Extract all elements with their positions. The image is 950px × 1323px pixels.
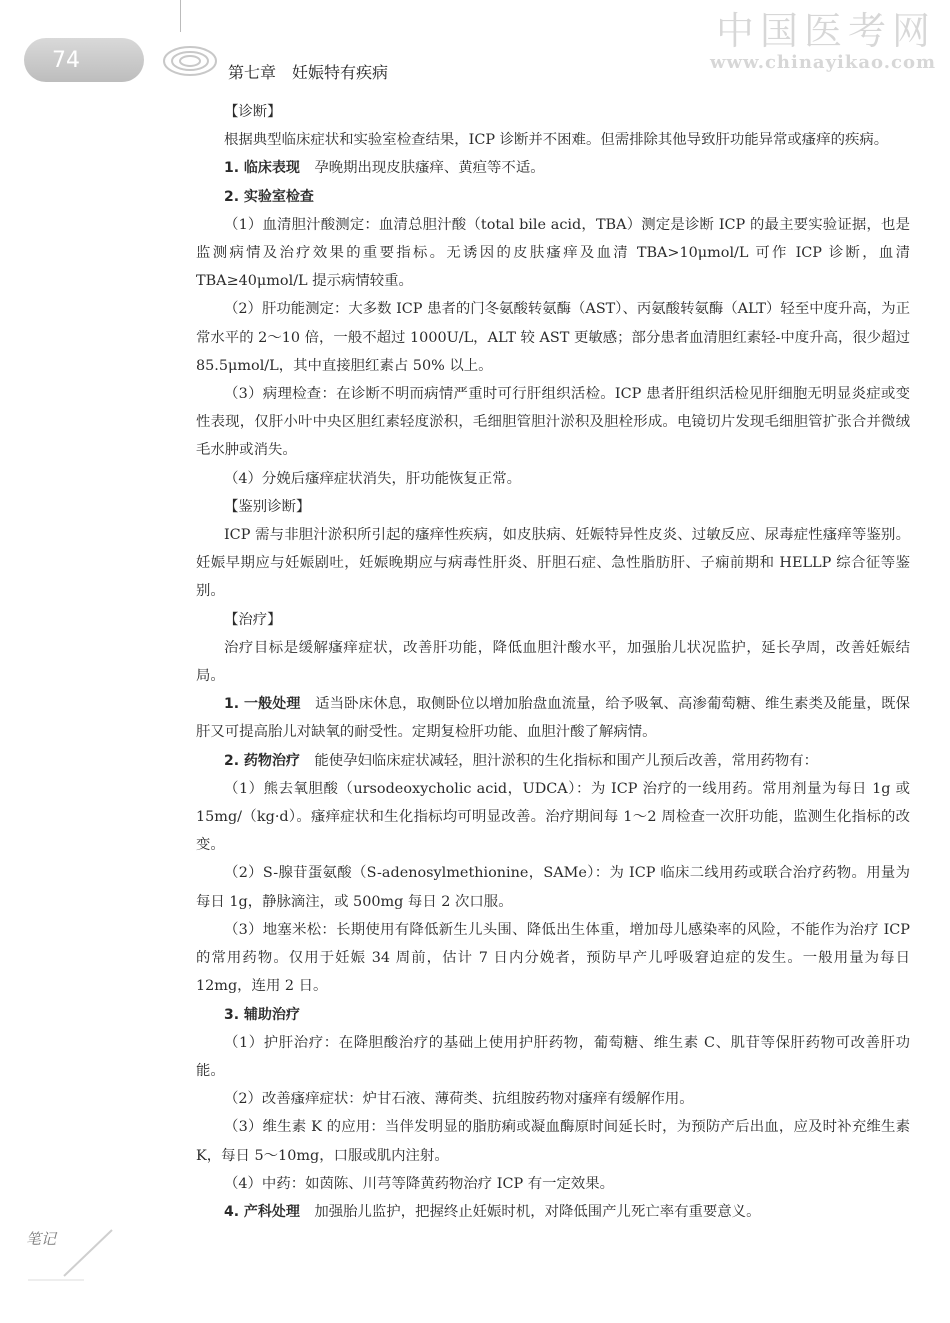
paragraph-text: （2）S-腺苷蛋氨酸（S-adenosylmethionine，SAMe）：为 ICP 临床二线用药或联合治疗药物。用量为每日 1g，静脉滴注，或 500mg 每日 2 次口服。 bbox=[196, 865, 910, 910]
paragraph-text: （1）熊去氧胆酸（ursodeoxycholic acid，UDCA）：为 ICP 治疗的一线用药。常用剂量为每日 1g 或 15mg/（kg·d）。瘙痒症状和生化指标均可明显改善。治疗期间每 1～2 周检查一次肝功能，监测生化指标的改变。 bbox=[196, 780, 910, 854]
paragraph-text: （3）维生素 K 的应用：当伴发明显的脂肪痢或凝血酶原时间延长时，为预防产后出血，应及时补充维生素 K，每日 5～10mg，口服或肌内注射。 bbox=[196, 1119, 910, 1164]
swirl-logo-icon bbox=[160, 36, 220, 86]
section-heading bbox=[196, 98, 910, 126]
section-heading bbox=[196, 493, 910, 521]
page-number-tab bbox=[24, 38, 144, 82]
paragraph-text: 【诊断】 bbox=[224, 104, 282, 120]
paragraph bbox=[196, 295, 910, 380]
paragraph-text: （4）分娩后瘙痒症状消失，肝功能恢复正常。 bbox=[224, 470, 521, 487]
paragraph-text: （2）改善瘙痒症状：炉甘石液、薄荷类、抗组胺药物对瘙痒有缓解作用。 bbox=[224, 1091, 694, 1108]
subsection-heading: 3. 辅助治疗 bbox=[224, 1006, 300, 1023]
paragraph bbox=[196, 126, 910, 154]
paragraph-text: 能使孕妇临床症状减轻，胆汁淤积的生化指标和围产儿预后改善，常用药物有： bbox=[314, 752, 819, 769]
chapter-title: 第七章 妊娠特有疾病 bbox=[228, 63, 389, 82]
paragraph bbox=[196, 1113, 910, 1169]
section-heading bbox=[196, 606, 910, 634]
paragraph bbox=[196, 916, 910, 1001]
paragraph bbox=[196, 859, 910, 915]
subsection-heading: 2. 实验室检查 bbox=[224, 188, 314, 205]
paragraph-text: （4）中药：如茵陈、川芎等降黄药物治疗 ICP 有一定效果。 bbox=[224, 1175, 615, 1192]
paragraph bbox=[196, 380, 910, 465]
paragraph-text: 【治疗】 bbox=[224, 611, 282, 628]
paragraph-text: （1）血清胆汁酸测定：血清总胆汁酸（total bile acid，TBA）测定是诊断 ICP 的最主要实验证据，也是监测病情及治疗效果的重要指标。无诱因的皮肤瘙痒及血清 TBA>10μmol/L 可作 ICP 诊断，血清 TBA≥40μmol/L 提示病情较重。 bbox=[196, 216, 910, 290]
subsection bbox=[196, 747, 910, 775]
subsection bbox=[196, 1001, 910, 1029]
top-rule bbox=[180, 0, 181, 32]
watermark-cn: 中国医考网 bbox=[715, 9, 936, 53]
subsection bbox=[196, 154, 910, 182]
paragraph-text: 加强胎儿监护，把握终止妊娠时机，对降低围产儿死亡率有重要意义。 bbox=[314, 1203, 761, 1220]
paragraph bbox=[196, 211, 910, 296]
paragraph bbox=[196, 521, 910, 606]
watermark bbox=[710, 10, 936, 73]
paragraph bbox=[196, 634, 910, 690]
page-body bbox=[196, 98, 910, 1226]
margin-note: 笔记 bbox=[26, 1230, 57, 1248]
paragraph-text: （2）肝功能测定：大多数 ICP 患者的门冬氨酸转氨酶（AST）、丙氨酸转氨酶（ALT）轻至中度升高，为正常水平的 2～10 倍，一般不超过 1000U/L，ALT 较 AST 更敏感；部分患者血清胆红素轻-中度升高，很少超过 85.5μmol/L，其中直接胆红素占 50% 以上。 bbox=[196, 301, 910, 374]
subsection-heading: 2. 药物治疗 bbox=[224, 752, 300, 769]
subsection bbox=[196, 1198, 910, 1226]
paragraph-text: 治疗目标是缓解瘙痒症状，改善肝功能，降低血胆汁酸水平，加强胎儿状况监护，延长孕周，改善妊娠结局。 bbox=[196, 639, 910, 685]
paragraph-text: （3）病理检查：在诊断不明而病情严重时可行肝组织活检。ICP 患者肝组织活检见肝细胞无明显炎症或变性表现，仅肝小叶中央区胆红素轻度淤积，毛细胆管胆汁淤积及胆栓形成。电镜切片发现毛细胆管扩张合并微绒毛水肿或消失。 bbox=[196, 386, 910, 459]
paragraph bbox=[196, 465, 910, 493]
subsection-heading: 1. 一般处理 bbox=[224, 696, 301, 713]
subsection bbox=[196, 690, 910, 746]
paragraph-text: （3）地塞米松：长期使用有降低新生儿头围、降低出生体重，增加母儿感染率的风险，不能作为治疗 ICP 的常用药物。仅用于妊娠 34 周前，估计 7 日内分娩者，预防早产儿呼吸窘迫症的发生。一般用量为每日 12mg，连用 2 日。 bbox=[196, 921, 910, 995]
paragraph-text: 适当卧床休息，取侧卧位以增加胎盘血流量，给予吸氧、高渗葡萄糖、维生素类及能量，既保肝又可提高胎儿对缺氧的耐受性。定期复检肝功能、血胆汁酸了解病情。 bbox=[196, 696, 910, 741]
paragraph bbox=[196, 1085, 910, 1113]
paragraph bbox=[196, 1170, 910, 1198]
page-number: 74 bbox=[52, 48, 80, 73]
paragraph bbox=[196, 775, 910, 860]
paragraph-text: 孕晚期出现皮肤瘙痒、黄疸等不适。 bbox=[314, 160, 545, 177]
paragraph-text: 【鉴别诊断】 bbox=[224, 498, 311, 515]
watermark-url: www.chinayikao.com bbox=[710, 52, 936, 73]
paragraph-text: 根据典型临床症状和实验室检查结果，ICP 诊断并不困难。但需排除其他导致肝功能异常或瘙痒的疾病。 bbox=[224, 132, 889, 149]
paragraph-text: （1）护肝治疗：在降胆酸治疗的基础上使用护肝药物，葡萄糖、维生素 C、肌苷等保肝药物可改善肝功能。 bbox=[196, 1034, 910, 1079]
subsection-heading: 4. 产科处理 bbox=[224, 1203, 300, 1220]
subsection bbox=[196, 183, 910, 211]
subsection-heading: 1. 临床表现 bbox=[224, 160, 300, 177]
paragraph-text: ICP 需与非胆汁淤积所引起的瘙痒性疾病，如皮肤病、妊娠特异性皮炎、过敏反应、尿毒症性瘙痒等鉴别。妊娠早期应与妊娠剧吐，妊娠晚期应与病毒性肝炎、肝胆石症、急性脂肪肝、子痫前期和 HELLP 综合征等鉴别。 bbox=[196, 527, 910, 600]
paragraph bbox=[196, 1029, 910, 1085]
